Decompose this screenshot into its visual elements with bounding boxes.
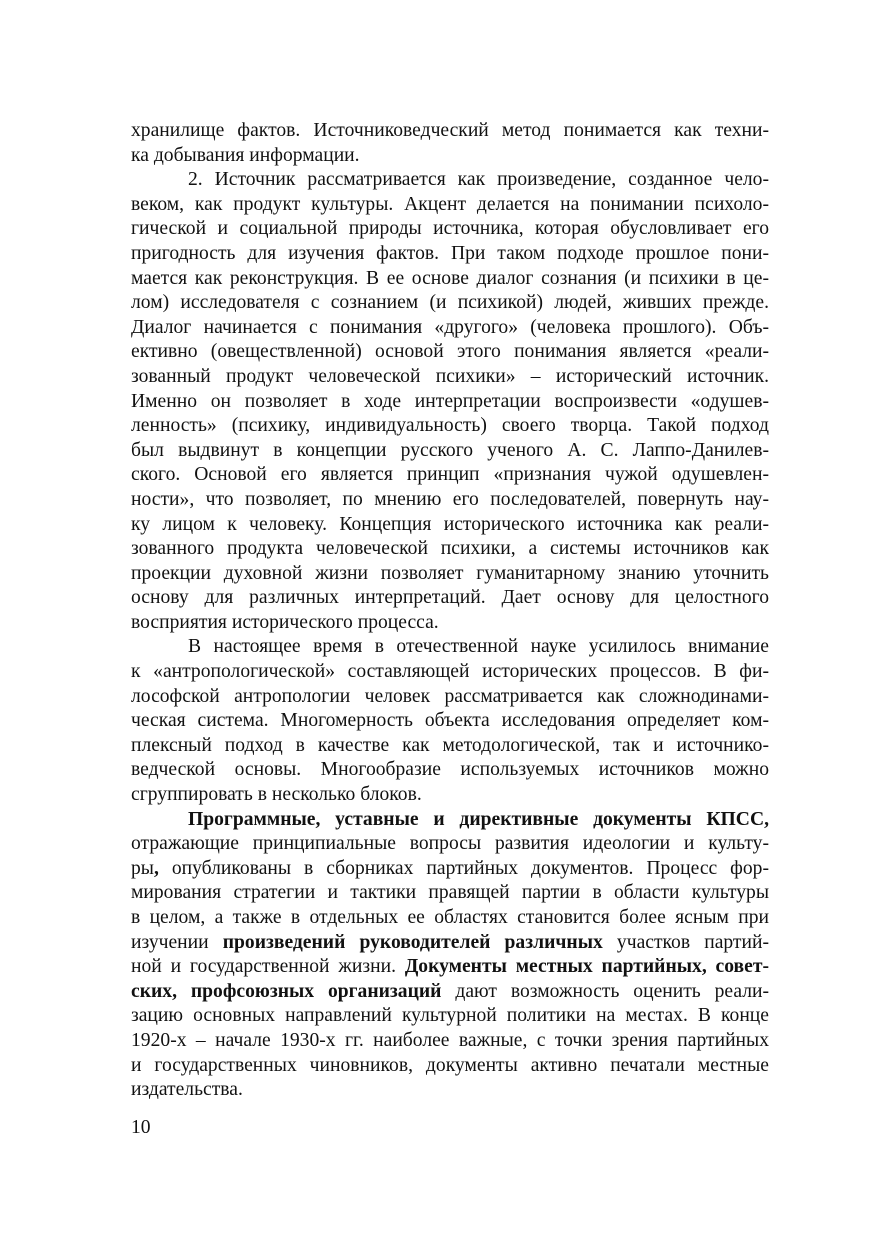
text-line: 2. Источник рассматривается как произведение, созданное чело-	[188, 169, 769, 191]
bold-run: ,	[153, 857, 159, 879]
text-run: дают возможность оценить реали-	[441, 980, 769, 1002]
text-run: участков партий-	[602, 931, 769, 953]
bold-run: ских, профсоюзных организаций	[131, 980, 442, 1002]
text-run: зацию основных направлений культурной политики на местах. В конце	[131, 1005, 769, 1027]
text-run: ры	[131, 857, 154, 879]
text-line: веком, как продукт культуры. Акцент делается на понимании психоло-	[131, 193, 769, 215]
text-line: В настоящее время в отечественной науке усилилось внимание	[188, 636, 769, 658]
paragraph-2	[131, 168, 769, 635]
text-line	[131, 881, 769, 906]
text-line: ческая система. Многомерность объекта исследования определяет ком-	[131, 710, 769, 732]
text-line: проекции духовной жизни позволяет гуманитарному знанию уточнить	[131, 562, 769, 584]
text-line	[131, 1004, 769, 1029]
text-line: Именно он позволяет в ходе интерпретации воспроизвести «одушев-	[131, 390, 769, 412]
text-line: лософской антропологии человек рассматривается как сложнодинами-	[131, 685, 769, 707]
paragraph-4	[131, 808, 769, 1103]
paragraph-3	[131, 635, 769, 807]
bold-run: произведений руководителей различных	[222, 931, 603, 953]
text-line: лом) исследователя с сознанием (и психикой) людей, живших прежде.	[131, 292, 769, 314]
bold-run: Документы местных партийных, совет-	[404, 956, 769, 978]
text-run: издательства.	[131, 1079, 243, 1101]
text-run: и государственных чиновников, документы активно печатали местные	[131, 1054, 769, 1076]
text-line: ности», что позволяет, по мнению его последователей, повернуть нау-	[131, 488, 769, 510]
text-line: мается как реконструкция. В ее основе диалог сознания (и психики в це-	[131, 267, 769, 289]
text-line: Диалог начинается с понимания «другого» (человека прошлого). Объ-	[131, 316, 769, 338]
text-line: к «антропологической» составляющей исторических процессов. В фи-	[131, 661, 769, 683]
text-run: опубликованы в сборниках партийных документов. Процесс фор-	[158, 857, 769, 879]
text-line	[131, 955, 769, 980]
text-line: основу для различных интерпретаций. Дает основу для целостного	[131, 587, 769, 609]
text-line: зованного продукта человеческой психики, а системы источников как	[131, 538, 769, 560]
text-line: ка добывания информации.	[131, 144, 360, 166]
text-line: ективно (овеществленной) основой этого понимания является «реали-	[131, 341, 769, 363]
text-line: зованный продукт человеческой психики» – исторический источник.	[131, 365, 769, 387]
text-line: гической и социальной природы источника, которая обусловливает его	[131, 218, 769, 240]
body-text	[131, 119, 769, 1103]
text-line: восприятия исторического процесса.	[131, 611, 439, 633]
text-line	[131, 1078, 769, 1103]
text-line: плексный подход в качестве как методологической, так и источнико-	[131, 734, 769, 756]
text-run: мирования стратегии и тактики правящей партии в области культуры	[131, 882, 769, 904]
text-line	[131, 857, 769, 882]
text-line: сгруппировать в несколько блоков.	[131, 784, 422, 806]
text-run: ной и государственной жизни.	[131, 956, 405, 978]
text-line	[131, 1054, 769, 1079]
text-line	[131, 931, 769, 956]
page-number: 10	[131, 1117, 151, 1138]
text-line	[131, 1029, 769, 1054]
text-line: ведческой основы. Многообразие используемых источников можно	[131, 759, 769, 781]
paragraph-1	[131, 119, 769, 168]
text-line: ского. Основой его является принцип «признания чужой одушевлен-	[131, 464, 769, 486]
text-line: ку лицом к человеку. Концепция исторического источника как реали-	[131, 513, 769, 535]
bold-run: Программные, уставные и директивные документы КПСС,	[188, 808, 769, 830]
text-run: отражающие принципиальные вопросы развития идеологии и культу-	[131, 833, 769, 855]
text-line: пригодность для изучения фактов. При таком подходе прошлое пони-	[131, 242, 769, 264]
text-run: 1920-х – начале 1930-х гг. наиболее важные, с точки зрения партийных	[131, 1029, 769, 1051]
text-run: изучении	[131, 931, 223, 953]
text-line	[131, 906, 769, 931]
text-line	[131, 832, 769, 857]
text-line	[131, 980, 769, 1005]
text-run: в целом, а также в отдельных ее областях становится более ясным при	[131, 907, 769, 928]
text-line: ленность» (психику, индивидуальность) своего творца. Такой подход	[131, 415, 769, 437]
text-line	[131, 808, 769, 833]
text-line: был выдвинут в концепции русского ученого А. С. Лаппо-Данилев-	[131, 439, 769, 461]
text-line: хранилище фактов. Источниковедческий метод понимается как техни-	[131, 120, 769, 141]
